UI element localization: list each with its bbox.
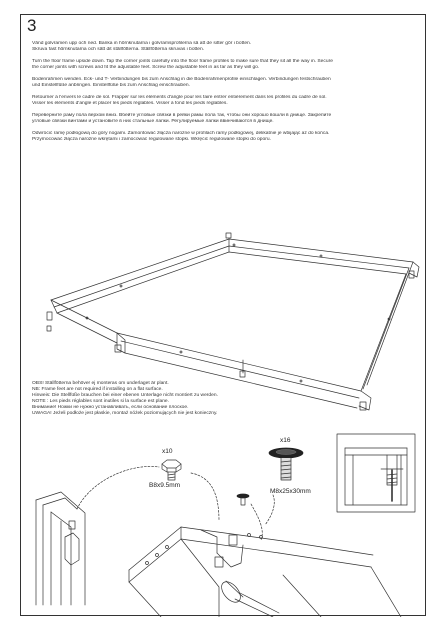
right-rail (359, 262, 419, 410)
note-line: UWAGA! Jeżeli podłoże jest płaskie, montaż nóżek poziomujących nie jest konieczny. (32, 411, 218, 416)
mallet-icon (218, 578, 279, 617)
floor-frame-illustration (21, 15, 427, 617)
frame-foot-marks (47, 233, 390, 382)
corner-detail-left (36, 492, 85, 605)
instruction-line: Odwrócić ramę podłogową do góry nogami. Zamontować złącza narożne w profilach ramy podłogowej, delikatnie je wbijając aż do końca. (32, 131, 330, 136)
note-line: Внимание! Ножки не нужно устанавливать, если основание плоское. (32, 405, 189, 410)
hex-screw-icon (162, 460, 181, 480)
profile-section-detail (337, 434, 415, 512)
instruction-line: the corner joints with screws and fit the adjustable feet. Screw the adjustable feet in as far as they will go. (32, 65, 260, 70)
instruction-line: Skruva fast hörnknutarna och sätt dit ställfötterna. Ställfötterna skruvas i botten. (32, 47, 205, 52)
small-foot-icon (237, 494, 249, 505)
frame-detail-right (279, 541, 401, 617)
note-line: OBS! Ställfötterna behöver ej monteras om underlaget är plant. (32, 381, 169, 386)
screw-quantity: x10 (162, 448, 173, 455)
foot-quantity: x16 (280, 437, 291, 444)
instruction-line: Visser les éléments d'angle et placer les pieds réglables. Visser à fond les pieds réglables. (32, 101, 228, 106)
screw-size: B8x9.5mm (149, 482, 181, 489)
instruction-line: und Einstellfüße anbringen. Einstellfüße bis zum Anschlag einschrauben. (32, 83, 190, 88)
instruction-line: угловые связки винтами и установите в них стальные лапки. Регулируемые лапки ввинчиваются в днище. (32, 119, 274, 124)
back-rail (51, 239, 413, 313)
instruction-line: Turn the floor frame upside down. Tap the corner joints carefully into the floor frame profiles to make sure that they sit all the way in. Secure (32, 59, 333, 64)
left-rail (51, 300, 125, 353)
foot-size: M8x25x30mm (270, 488, 311, 495)
adjustable-foot-icon (269, 448, 303, 480)
note-line: NOTE : Les pieds réglables sont inutiles si la surface est plane. (32, 399, 170, 404)
step-number: 3 (27, 16, 37, 35)
instruction-line: Переверните раму пола верхом вниз. Вбейте угловые связки в рейки рамы пола так, чтобы они хорошо вошли в днище. Закрепите (32, 113, 332, 118)
instruction-sheet (20, 14, 426, 616)
note-line: Hinweis: Die Stellfüße brauchen bei einer ebenen Unterlage nicht montiert zu werden. (32, 393, 218, 398)
instruction-line: Bodenrahmen wenden. Eck- und T- Verbindungen bis zum Anschlag in die Bodenrahmenprofile einschlagen. Verbindungen festschrauben (32, 77, 331, 82)
notes-block (32, 381, 332, 417)
instruction-line: Przymocować złącza narożne wkrętami i zamocować regulowane stopki. Wkręcić regulowane stopki do oporu. (32, 137, 271, 142)
instruction-line: Retourner à l'envers le cadre de sol. Frapper sur les éléments d'angle pour les faire entrer entièrement dans les profilés du cadre de sol. (32, 95, 327, 100)
note-line: NB: Frame feet are not required if installing on a flat surface. (32, 387, 163, 392)
instruction-line: Vänd golvramen upp och ned. Banka in hörnknutarna i golvramsprofilerna så att de sitter gör i botten. (32, 41, 252, 46)
